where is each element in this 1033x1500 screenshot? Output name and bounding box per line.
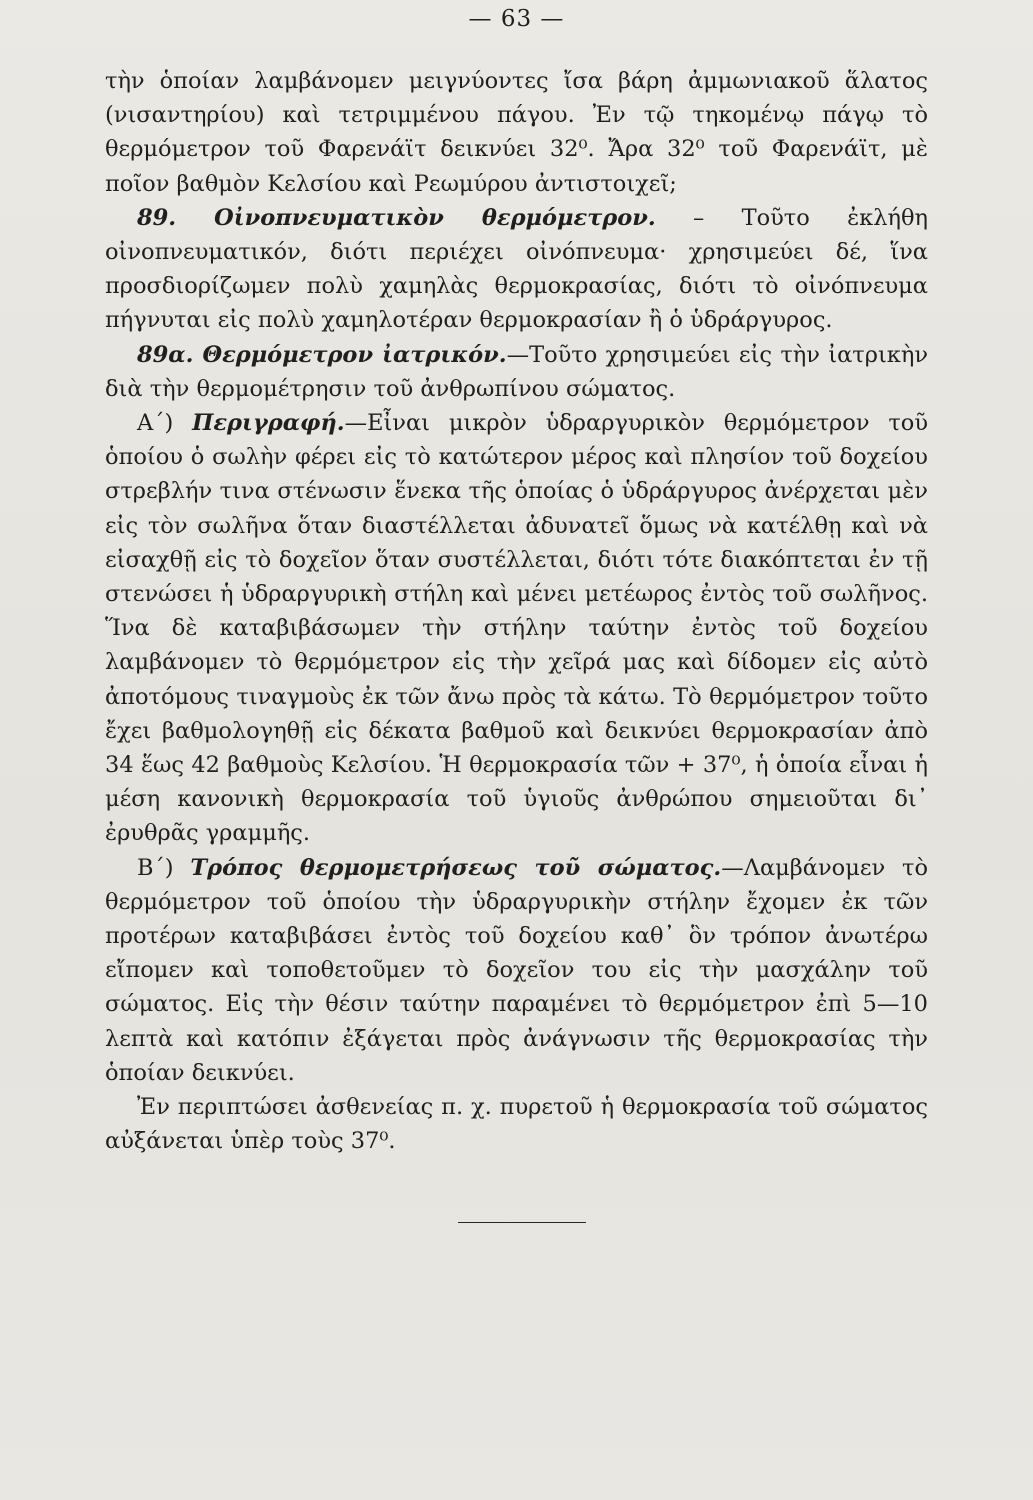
- subsection-b: [105, 851, 928, 1090]
- body-text: [105, 64, 928, 1159]
- subsection-a-heading: Περιγραφή.: [192, 410, 345, 437]
- page-number: — 63 —: [468, 6, 565, 32]
- section-89-heading: 89. Οἰνοπνευματικὸν θερμόμετρον.: [137, 204, 656, 231]
- section-89a-text: —Τοῦτο χρησιμεύει εἰς τὴν ἰατρικὴν διὰ τὴν θερμομέτρησιν τοῦ ἀνθρωπίνου σώματος.: [105, 341, 928, 402]
- section-89-text: – Τοῦτο ἐκλήθη οἰνοπνευματικόν, διότι περιέχει οἰνόπνευμα· χρησιμεύει δέ, ἵνα προσδιορίζωμεν πολὺ χαμηλὰς θερμοκρασίας, διότι τὸ οἰνόπνευμα πήγνυται εἰς πολὺ χαμηλοτέραν θερμοκρασίαν ἢ ὁ ὑδράργυρος.: [105, 204, 929, 334]
- subsection-b-text: —Λαμβάνομεν τὸ θερμόμετρον τοῦ ὁποίου τὴν ὑδραργυρικὴν στήλην ἔχομεν ἐκ τῶν προτέρων καταβιβάσει ἐντὸς τοῦ δοχείου καθ᾽ ὃν τρόπον ἀνωτέρω εἴπομεν καὶ τοποθετοῦμεν τὸ δοχεῖον του εἰς τὴν μασχάλην τοῦ σώματος. Εἰς τὴν θέσιν ταύτην παραμένει τὸ θερμόμετρον ἐπὶ 5—10 λεπτὰ καὶ κατόπιν ἐξάγεται πρὸς ἀνάγνωσιν τῆς θερμοκρασίας τὴν ὁποίαν δεικνύει.: [105, 854, 928, 1086]
- subsection-a-label: Α΄): [137, 410, 193, 437]
- section-89a-heading: 89α. Θερμόμετρον ἰατρικόν.: [137, 341, 507, 368]
- subsection-a-text: —Εἶναι μικρὸν ὑδραργυρικὸν θερμόμετρον τοῦ ὁποίου ὁ σωλὴν φέρει εἰς τὸ κατώτερον μέρος καὶ πλησίον τοῦ δοχείου στρεβλήν τινα στένωσιν ἕνεκα τῆς ὁποίας ὁ ὑδράργυρος ἀνέρχεται μὲν εἰς τὸν σωλῆνα ὅταν διαστέλλεται ἀδυνατεῖ ὅμως νὰ κατέλθῃ καὶ νὰ εἰσαχθῇ εἰς τὸ δοχεῖον ὅταν συστέλλεται, διότι τότε διακόπτεται ἐν τῇ στενώσει ἡ ὑδραργυρικὴ στήλη καὶ μένει μετέωρος ἐντὸς τοῦ σωλῆνος. Ἵνα δὲ καταβιβάσωμεν τὴν στήλην ταύτην ἐντὸς τοῦ δοχείου λαμβάνομεν τὸ θερμόμετρον εἰς τὴν χεῖρά μας καὶ δίδομεν εἰς αὐτὸ ἀποτόμους τιναγμοὺς ἐκ τῶν ἄνω πρὸς τὰ κάτω. Τὸ θερμόμετρον τοῦτο ἔχει βαθμολογηθῇ εἰς δέκατα βαθμοῦ καὶ δεικνύει θερμοκρασίαν ἀπὸ 34 ἕως 42 βαθμοὺς Κελσίου. Ἡ θερμοκρασία τῶν + 37⁰, ἡ ὁποία εἶναι ἡ μέση κανονικὴ θερμοκρασία τοῦ ὑγιοῦς ἀνθρώπου σημειοῦται δι᾽ ἐρυθρᾶς γραμμῆς.: [105, 410, 928, 847]
- section-89a: [105, 338, 928, 406]
- subsection-a: [105, 406, 928, 851]
- subsection-b-label: Β΄): [137, 854, 191, 881]
- footer-divider: [458, 1222, 586, 1223]
- subsection-b-heading: Τρόπος θερμομετρήσεως τοῦ σώματος.: [190, 854, 722, 881]
- paragraph-intro: τὴν ὁποίαν λαμβάνομεν μειγνύοντες ἴσα βάρη ἀμμωνιακοῦ ἅλατος (νισαντηρίου) καὶ τετριμμένου πάγου. Ἐν τῷ τηκομένῳ πάγῳ τὸ θερμόμετρον τοῦ Φαρενάϊτ δεικνύει 32⁰. Ἄρα 32⁰ τοῦ Φαρενάϊτ, μὲ ποῖον βαθμὸν Κελσίου καὶ Ρεωμύρου ἀντιστοιχεῖ;: [105, 68, 928, 197]
- section-89: [105, 201, 928, 338]
- paragraph-fever: Ἐν περιπτώσει ἀσθενείας π. χ. πυρετοῦ ἡ θερμοκρασία τοῦ σώματος αὐξάνεται ὑπὲρ τοὺς 37⁰.: [105, 1094, 928, 1155]
